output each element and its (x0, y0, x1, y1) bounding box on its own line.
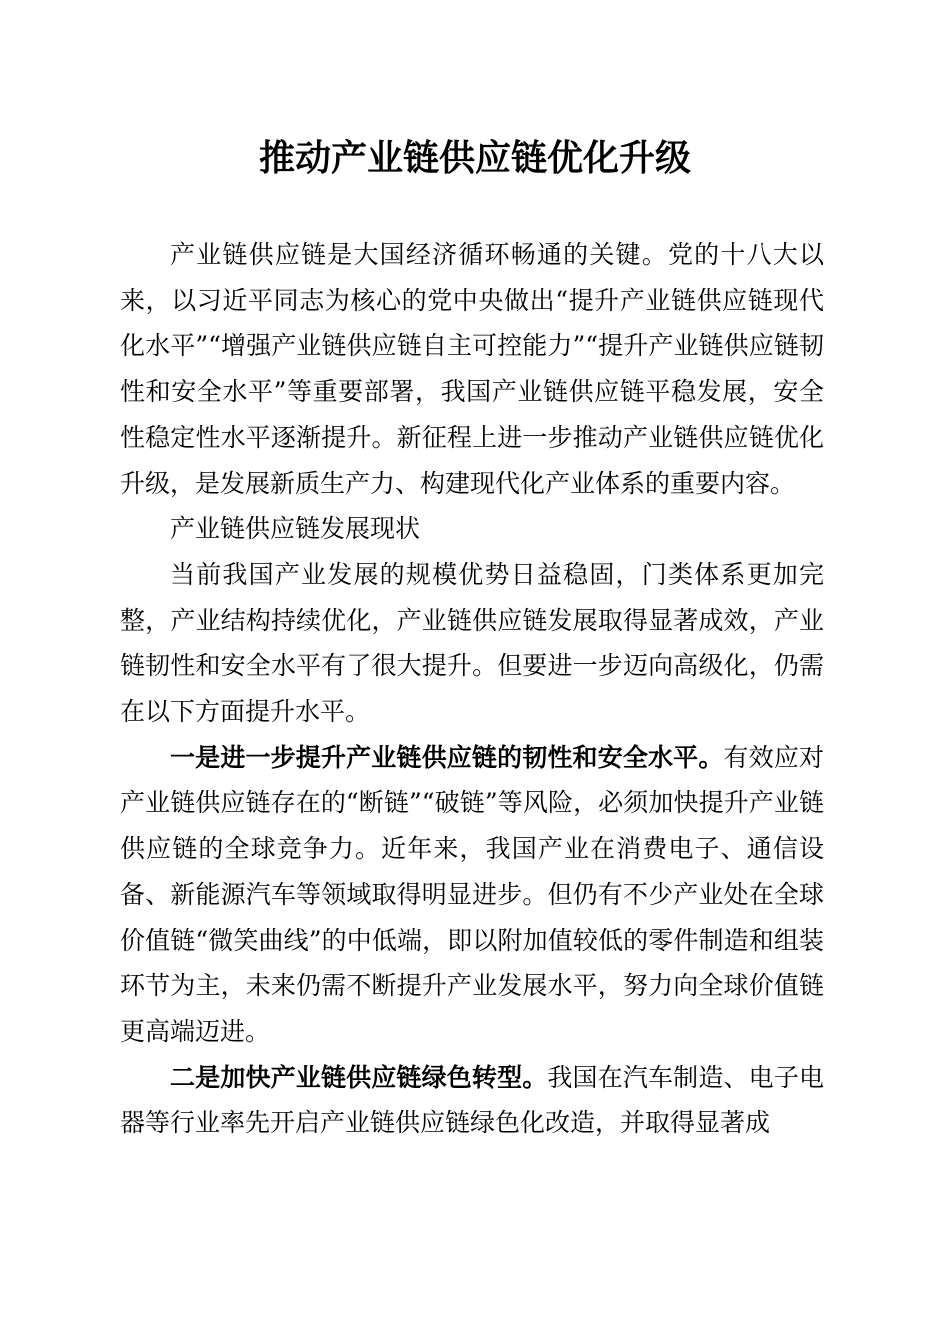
section-heading-text: 产业链供应链发展现状 (170, 514, 421, 544)
paragraph-point-one (120, 735, 824, 1055)
paragraph-text: 有效应对产业链供应链存在的“断链”“破链”等风险，必须加快提升产业链供应链的全球竞争力。近年来，我国产业在消费电子、通信设备、新能源汽车等领域取得明显进步。但仍有不少产业处在全球价值链“微笑曲线”的中低端，即以附加值较低的零件制造和组装环节为主，未来仍需不断提升产业发展水平，努力向全球价值链更高端迈进。 (120, 742, 824, 1046)
paragraph-point-two (120, 1055, 824, 1146)
document-title: 推动产业链供应链优化升级 (258, 138, 691, 179)
section-heading (120, 506, 824, 552)
paragraph-text: 产业链供应链是大国经济循环畅通的关键。党的十八大以来，以习近平同志为核心的党中央做出“提升产业链供应链现代化水平”“增强产业链供应链自主可控能力”“提升产业链供应链韧性和安全水平”等重要部署，我国产业链供应链平稳发展，安全性稳定性水平逐渐提升。新征程上进一步推动产业链供应链优化升级，是发展新质生产力、构建现代化产业体系的重要内容。 (120, 240, 824, 498)
paragraph-text: 当前我国产业发展的规模优势日益稳固，门类体系更加完整，产业结构持续优化，产业链供应链发展取得显著成效，产业链韧性和安全水平有了很大提升。但要进一步迈向高级化，仍需在以下方面提升水平。 (120, 559, 824, 727)
paragraph-lead: 一是进一步提升产业链供应链的韧性和安全水平。 (170, 742, 724, 772)
paragraph-intro (120, 232, 824, 506)
paragraph-text: 我国在汽车制造、电子电器等行业率先开启产业链供应链绿色化改造，并取得显著成 (120, 1062, 824, 1138)
paragraph-lead: 二是加快产业链供应链绿色转型。 (170, 1062, 548, 1092)
document-body (120, 232, 824, 1146)
paragraph-status (120, 552, 824, 735)
